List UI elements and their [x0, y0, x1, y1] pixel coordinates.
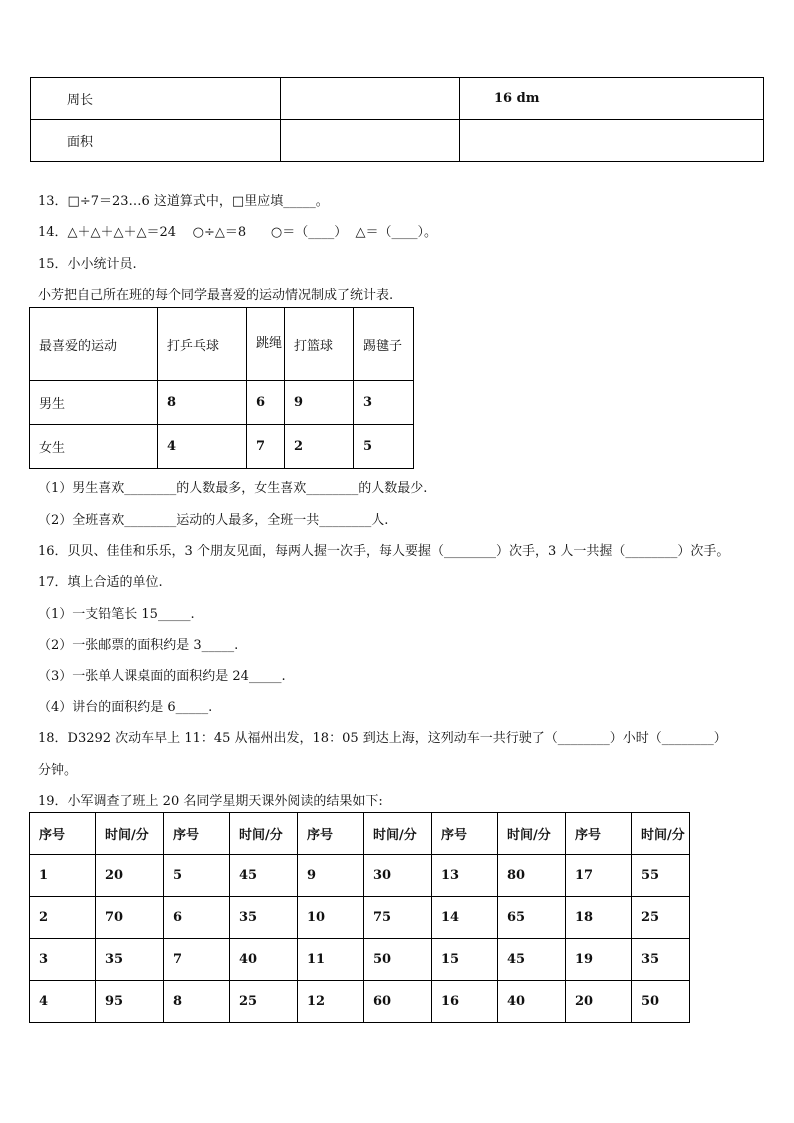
table-cell: 45 [230, 855, 298, 897]
table-cell: 8 [158, 381, 247, 425]
table-cell [281, 78, 460, 120]
table-row [30, 939, 690, 981]
table-header-cell: 时间/分 [230, 813, 298, 855]
table-cell: 9 [285, 381, 354, 425]
table-cell: 11 [298, 939, 364, 981]
table-row [30, 897, 690, 939]
table-cell: 50 [632, 981, 690, 1023]
question-17-part-2: （2）一张邮票的面积约是 3_____. [38, 638, 239, 653]
table-cell: 15 [432, 939, 498, 981]
question-13: 13．□÷7＝23…6 这道算式中，□里应填_____。 [38, 194, 329, 209]
table-cell: 16 dm [460, 78, 764, 120]
table-header-cell: 序号 [164, 813, 230, 855]
table-cell: 3 [30, 939, 96, 981]
table-cell [460, 120, 764, 162]
question-14: 14．△＋△＋△＋△＝24 ○÷△＝8 ○＝（____） △＝（____）。 [38, 225, 438, 240]
table-cell: 35 [96, 939, 164, 981]
question-15-intro: 小芳把自己所在班的每个同学最喜爱的运动情况制成了统计表. [38, 288, 394, 303]
question-15-part-2: （2）全班喜欢________运动的人最多，全班一共________人. [38, 513, 389, 528]
table-cell: 18 [566, 897, 632, 939]
table-cell: 6 [164, 897, 230, 939]
question-17-part-3: （3）一张单人课桌面的面积约是 24_____. [38, 669, 286, 684]
table-cell: 35 [230, 897, 298, 939]
table-cell: 女生 [30, 425, 158, 469]
table-cell: 19 [566, 939, 632, 981]
table-header-cell: 打乒乓球 [158, 308, 247, 381]
table-row [30, 308, 414, 381]
sports-table [29, 307, 414, 469]
table-cell: 25 [230, 981, 298, 1023]
table-cell: 75 [364, 897, 432, 939]
table-cell: 5 [164, 855, 230, 897]
table-header-cell: 踢毽子 [354, 308, 414, 381]
table-cell: 周长 [31, 78, 281, 120]
table-cell: 40 [498, 981, 566, 1023]
table-header-cell: 时间/分 [498, 813, 566, 855]
reading-time-table [29, 812, 690, 1023]
question-17-part-4: （4）讲台的面积约是 6_____. [38, 700, 213, 715]
question-17: 17．填上合适的单位. [38, 575, 163, 590]
table-header-cell: 时间/分 [364, 813, 432, 855]
table-row [30, 381, 414, 425]
table-cell: 16 [432, 981, 498, 1023]
table-cell: 30 [364, 855, 432, 897]
question-17-part-1: （1）一支铅笔长 15_____. [38, 607, 195, 622]
table-cell: 2 [30, 897, 96, 939]
table-row [30, 981, 690, 1023]
table-row [30, 425, 414, 469]
question-15: 15．小小统计员. [38, 257, 137, 272]
table-header-cell: 最喜爱的运动 [30, 308, 158, 381]
table-cell: 17 [566, 855, 632, 897]
perimeter-area-table [30, 77, 764, 162]
table-cell: 7 [164, 939, 230, 981]
question-16: 16．贝贝、佳佳和乐乐，3 个朋友见面，每两人握一次手，每人要握（________）次手，3 人一共握（________）次手。 [38, 544, 730, 559]
table-header-cell: 时间/分 [96, 813, 164, 855]
table-cell: 13 [432, 855, 498, 897]
table-cell: 4 [158, 425, 247, 469]
table-row [31, 78, 764, 120]
table-cell: 1 [30, 855, 96, 897]
table-cell: 8 [164, 981, 230, 1023]
table-header-cell: 序号 [432, 813, 498, 855]
table-cell: 4 [30, 981, 96, 1023]
table-header-cell: 跳绳 [247, 308, 285, 381]
table-header-cell: 时间/分 [632, 813, 690, 855]
table-cell: 7 [247, 425, 285, 469]
table-cell: 6 [247, 381, 285, 425]
table-cell: 3 [354, 381, 414, 425]
table-cell: 35 [632, 939, 690, 981]
table-cell: 20 [566, 981, 632, 1023]
table-cell: 面积 [31, 120, 281, 162]
table-cell: 95 [96, 981, 164, 1023]
table-row [30, 813, 690, 855]
question-19: 19．小军调查了班上 20 名同学星期天课外阅读的结果如下: [38, 794, 383, 809]
table-cell: 2 [285, 425, 354, 469]
table-cell: 5 [354, 425, 414, 469]
table-cell: 12 [298, 981, 364, 1023]
table-cell: 65 [498, 897, 566, 939]
table-cell: 55 [632, 855, 690, 897]
table-header-cell: 打篮球 [285, 308, 354, 381]
table-cell: 80 [498, 855, 566, 897]
question-15-part-1: （1）男生喜欢________的人数最多，女生喜欢________的人数最少. [38, 481, 428, 496]
table-cell: 60 [364, 981, 432, 1023]
table-cell: 20 [96, 855, 164, 897]
table-cell: 9 [298, 855, 364, 897]
table-cell: 45 [498, 939, 566, 981]
table-cell: 50 [364, 939, 432, 981]
table-row [31, 120, 764, 162]
question-18: 18．D3292 次动车早上 11：45 从福州出发，18：05 到达上海，这列动车一共行驶了（________）小时（________） [38, 731, 727, 746]
table-header-cell: 序号 [566, 813, 632, 855]
question-18-continuation: 分钟。 [38, 763, 78, 778]
table-cell [281, 120, 460, 162]
table-header-cell: 序号 [298, 813, 364, 855]
table-header-cell: 序号 [30, 813, 96, 855]
table-cell: 男生 [30, 381, 158, 425]
table-cell: 10 [298, 897, 364, 939]
table-cell: 14 [432, 897, 498, 939]
table-cell: 25 [632, 897, 690, 939]
table-cell: 70 [96, 897, 164, 939]
table-row [30, 855, 690, 897]
table-cell: 40 [230, 939, 298, 981]
